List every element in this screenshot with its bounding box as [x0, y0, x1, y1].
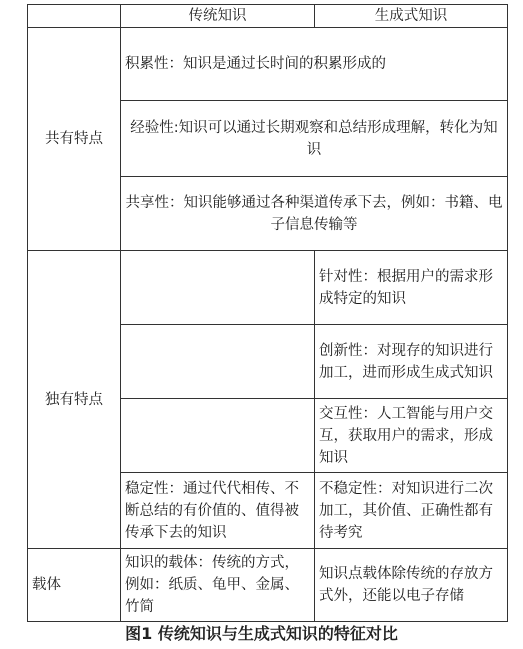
carrier-label: 载体	[28, 549, 121, 622]
unique-row-targeting	[28, 251, 508, 325]
carrier-generative-cell: 知识点载体除传统的存放方式外，还能以电子存储	[315, 549, 508, 622]
shared-features-label: 共有特点	[28, 28, 121, 251]
header-empty-cell	[28, 5, 121, 28]
carrier-row	[28, 549, 508, 622]
header-traditional-knowledge: 传统知识	[121, 5, 315, 28]
carrier-traditional-cell: 知识的载体：传统的方式，例如：纸质、龟甲、金属、竹简	[121, 549, 315, 622]
shared-experience-cell: 经验性:知识可以通过长期观察和总结形成理解，转化为知识	[121, 101, 508, 177]
unique-targeting-generative-cell: 针对性：根据用户的需求形成特定的知识	[315, 251, 508, 325]
unique-stability-generative-cell: 不稳定性：对知识进行二次加工，其价值、正确性都有待考究	[315, 473, 508, 549]
shared-row-accumulation	[28, 28, 508, 101]
shared-sharing-cell: 共享性：知识能够通过各种渠道传承下去，例如：书籍、电子信息传输等	[121, 177, 508, 251]
unique-features-label: 独有特点	[28, 251, 121, 549]
shared-accumulation-cell: 积累性：知识是通过长时间的积累形成的	[121, 28, 508, 101]
unique-innovation-generative-cell: 创新性：对现存的知识进行加工，进而形成生成式知识	[315, 325, 508, 399]
unique-stability-traditional-cell: 稳定性：通过代代相传、不断总结的有价值的、值得被传承下去的知识	[121, 473, 315, 549]
header-row	[28, 5, 508, 28]
figure-caption: 图1 传统知识与生成式知识的特征对比	[125, 624, 398, 643]
unique-innovation-traditional-cell	[121, 325, 315, 399]
unique-interaction-generative-cell: 交互性：人工智能与用户交互，获取用户的需求，形成知识	[315, 399, 508, 473]
comparison-table	[27, 4, 508, 622]
unique-interaction-traditional-cell	[121, 399, 315, 473]
unique-targeting-traditional-cell	[121, 251, 315, 325]
header-generative-knowledge: 生成式知识	[315, 5, 508, 28]
